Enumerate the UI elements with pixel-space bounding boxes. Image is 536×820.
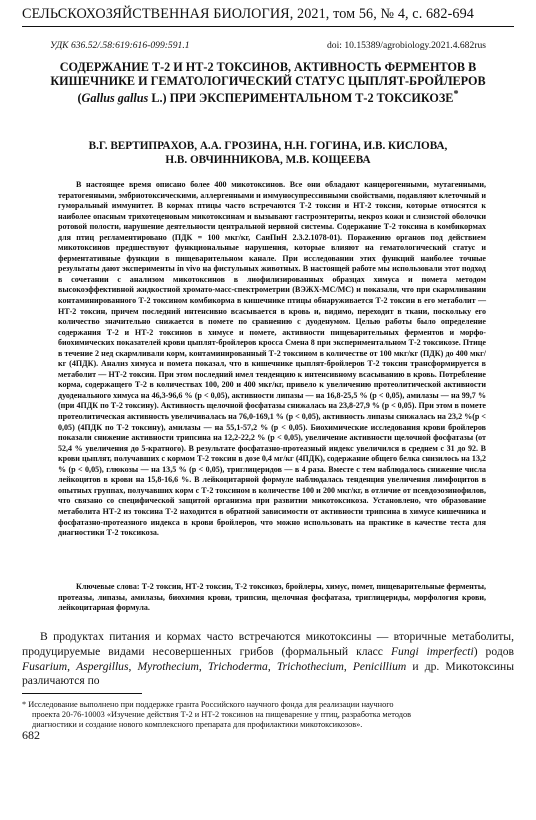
- title-part2: L.) ПРИ ЭКСПЕРИМЕНТАЛЬНОМ Т-2 ТОКСИКОЗЕ: [148, 91, 454, 106]
- page-number: 682: [22, 728, 40, 742]
- body-text-2: ) родов: [473, 644, 514, 658]
- footnote-line-3: диагностики и создание нового комплексного препарата для профилактики микотоксикозов».: [32, 720, 363, 730]
- body-text-3: и др. Микотоксины различаются по: [22, 659, 515, 688]
- footnote-rule: [22, 693, 142, 694]
- footnote-line-2: проекта 20-76-10003 «Изучение действия Т-2 и НТ-2 токсинов на пищеварение у птиц, разработка методов: [32, 710, 412, 720]
- footnote: [22, 700, 514, 731]
- separator: ,: [198, 659, 208, 673]
- genus-name: Trichothecium: [276, 659, 344, 673]
- title-footnote-mark[interactable]: *: [453, 89, 459, 101]
- abstract: В настоящее время описано более 400 микотоксинов. Все они обладают канцерогенными, мутагенными, тератогенными, эмбриотоксическими, аллергенными и иммуносупрессивными свойствами, подавляют клеточный и гуморальный иммунитет. В кормах птицы часто встречаются Т-2 токсин и НТ-2 токсин, которые относятся к наиболее опасным трихотеценовым микотоксинам и вызывают гастроэнтериты, некроз кожи и слизистой оболочки ротовой полости, нарушение деятельности центральной нервной системы. Содержание Т-2 токсина в комбикормах для птиц регламентировано (ПДК = 100 мкг/кг, СанПиН 2.3.2.1078-01). Поражению органов под действием микотоксинов предшествуют функциональные нарушения, которые влияют на гематологический статус и ферментативные функции в пищеварительном канале. При исследовании этих функций наиболее точные результаты дают эксперименты in vivo на фистульных животных. В настоящей работе мы использовали этот подход в сочетании с анализом микотоксинов в лиофилизированных образцах химуса и помета методом высокоэффективной жидкостной хромато-масс-спектрометрии (ВЭЖХ-МС/МС) и показали, что при скармливании контаминированного Т-2 токсином комбикорма в кишечнике птицы обнаруживается Т-2 токсин в его метаболит — НТ-2 токсин, причем последний интенсивно всасывается в кровь и, видимо, переходит в ткани, поскольку его количество значительно снижается в помете по сравнению с дуоденумом. Целью работы было определение содержания Т-2 и НТ-2 токсинов в химусе и помете, активности пищеварительных ферментов и морфо-биохимических показателей крови цыплят-бройлеров кросса Смена 8 при экспериментальном Т-2 токсикозе. Птице в течение 2 нед скармливали корм, контаминированный Т-2 токсином в количестве от 100 мкг/кг (ПДК) до 400 мкг/кг (4ПДК). Анализ химуса и помета показал, что в кишечнике цыплят-бройлеров Т-2 токсин трансформируется в метаболит — НТ-2 токсин. При этом последний имел тенденцию к интенсивному всасыванию в кровь. Потребление корма, содержащего Т-2 в количествах 100, 200 и 400 мкг/кг, привело к увеличению протеолитической активности дуоденального химуса на 46,3-96,6 % (р < 0,05), активности липазы — на 16,8-25,5 % (р < 0,05), амилазы — на 99,7 % (при 4ПДК по Т-2 токсину). Активность щелочной фосфатазы снижалась на 23,8-27,9 % (р < 0,05). При этом в помете протеолитическая активность увеличивалась на 76,0-169,1 % (р < 0,05), активность липазы снижалась на 23,2 %(р < 0,05) (4ПДК по Т-2 токсину), амилазы — на 55,1-57,2 % (р < 0,05). Биохимические исследования крови бройлеров показали снижение активности трипсина на 12,2-22,2 % (р < 0,05), увеличение активности щелочной фосфатазы (от 52,4 % увеличения до 5-кратного). В результате фосфатазно-протеазный индекс увеличился в среднем с 31 до 92. В крови цыплят, получавших с кормом Т-2 токсин в дозе 0,4 мг/кг (4ПДК), содержание общего белка снизилось на 13,2 % (р < 0,05), глюкозы — на 13,5 % (р < 0,05), триглицеридов — в 4 раза. Вместе с тем наблюдалось снижение числа лейкоцитов в крови на 15,8-16,6 %. В лейкоцитарной формуле наблюдалась тенденция увеличения лимфоцитов в опытных группах, получавших корм с Т-2 токсином в количестве 100 и 200 мкг/кг, в отличие от псевдоэозинофилов, что связано со специфической защитой организма при развитии микотоксикоза. Установлено, что образование метаболита НТ-2 из токсина Т-2 находится в обратной зависимости от активности трипсина в химусе кишечника и фосфатазно-протеазного индекса в крови бройлеров, что можно использовать на практике в качестве теста для диагностики Т-2 токсикоза.: [58, 180, 486, 538]
- title-latin-name: Gallus gallus: [81, 91, 149, 106]
- doi-link[interactable]: doi: 10.15389/agrobiology.2021.4.682rus: [327, 40, 486, 51]
- genus-name: Fusarium: [22, 659, 68, 673]
- keywords: Ключевые слова: Т-2 токсин, НТ-2 токсин, Т-2 токсикоз, бройлеры, химус, помет, пищеварительные ферменты, протеазы, липазы, амилазы, биохимия крови, трипсин, щелочная фосфатаза, триглицериды, морфология крови, лейкоцитарная формула.: [58, 582, 486, 613]
- separator: ,: [128, 659, 138, 673]
- fungi-class: Fungi imperfecti: [390, 644, 474, 658]
- udk-code: УДК 636.52/.58:619:616-099:591.1: [50, 40, 190, 51]
- body-text-1: В продуктах питания и кормах часто встречаются микотоксины — вторичные метаболиты, продуцируемые видами несовершенных грибов (формальный класс: [22, 630, 514, 658]
- genus-name: Aspergillus: [76, 659, 129, 673]
- footnote-line-1: * Исследование выполнено при поддержке гранта Российского научного фонда для реализации научного: [22, 700, 394, 709]
- journal-header: СЕЛЬСКОХОЗЯЙСТВЕННАЯ БИОЛОГИЯ, 2021, том 56, № 4, с. 682-694: [22, 6, 474, 22]
- authors-line-2: Н.В. ОВЧИННИКОВА, М.В. КОЩЕЕВА: [165, 153, 371, 166]
- genus-name: Myrothecium: [137, 659, 199, 673]
- body-paragraph: [22, 630, 514, 689]
- article-title: [40, 60, 496, 106]
- authors: [40, 140, 496, 167]
- separator: ,: [267, 659, 277, 673]
- header-rule: [22, 26, 514, 27]
- genus-name: Penicillium: [352, 659, 407, 673]
- title-part1: СОДЕРЖАНИЕ Т-2 И НТ-2 ТОКСИНОВ, АКТИВНОСТЬ ФЕРМЕНТОВ В КИШЕЧНИКЕ И ГЕМАТОЛОГИЧЕСКИЙ СТАТУС ЦЫПЛЯТ-БРОЙЛЕРОВ (: [50, 60, 486, 106]
- separator: ,: [67, 659, 77, 673]
- authors-line-1: В.Г. ВЕРТИПРАХОВ, А.А. ГРОЗИНА, Н.Н. ГОГИНА, И.В. КИСЛОВА,: [88, 140, 448, 152]
- genus-name: Trichoderma: [207, 659, 268, 673]
- separator: ,: [343, 659, 353, 673]
